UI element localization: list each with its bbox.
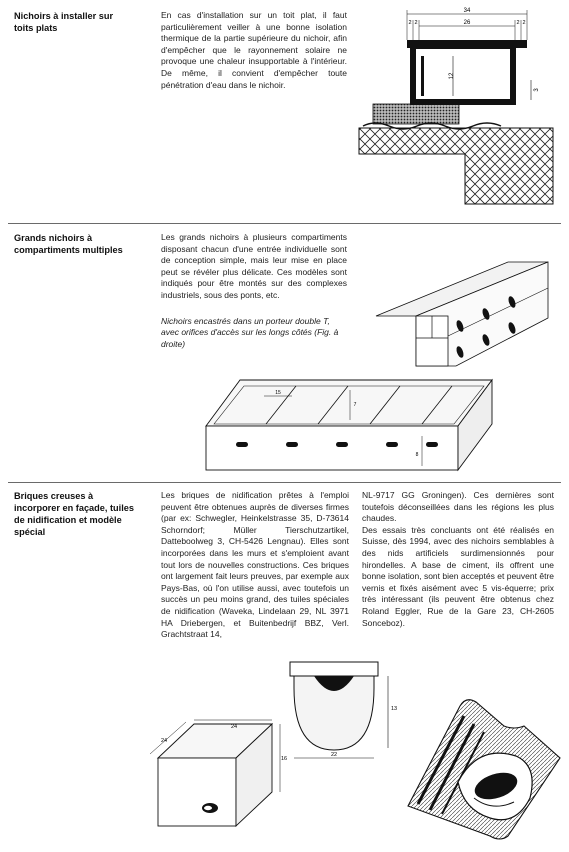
section-heading-bricks: Briques creuses à incorporer en façade, tuiles de nidification et modèle spécial — [14, 491, 134, 537]
section-heading-flat-roof: Nichoirs à installer sur toits plats — [14, 11, 114, 33]
section-heading-multi-compartment: Grands nichoirs à compartiments multiples — [14, 233, 123, 255]
paragraph: En cas d'installation sur un toit plat, il faut particulièrement veiller à une bonne isolation thermique de la partie supérieure du nichoir, afin d'empêcher que le rayonnement solaire ne provoque une chaleur insupportable à l'intérieur. De même, il convient d'empêcher toute pénétration d'eau dans le nichoir. — [161, 10, 347, 90]
dim-nest-width: 22 — [330, 752, 338, 758]
double-t-beam-nestbox-figure — [368, 258, 560, 372]
figure-caption: Nichoirs encastrés dans un porteur double T, avec orifices d'accès sur les longs côtés (Fig. à droite) — [161, 315, 339, 349]
open-compartment-box-figure — [200, 376, 496, 474]
concrete-slab — [359, 128, 553, 204]
dim-b: 7 — [353, 402, 357, 408]
section-divider — [8, 482, 561, 483]
paragraph: Les grands nichoirs à plusieurs compartiments disposant chacun d'une entrée individuelle sont de conception simple, mais leur mise en place peut se révéler plus délicate. Ces modèles sont indiqués pour être montés sur des complexes industriels, sous des ponts, etc. — [161, 232, 347, 300]
dim-brick-depth: 24 — [160, 738, 168, 744]
dim-brick-height: 16 — [280, 756, 288, 762]
flat-roof-nestbox-figure — [355, 4, 561, 208]
paragraph: Des essais très concluants ont été réalisés en Suisse, dès 1994, avec des nichoirs semblables à des nids artificiels surdimensionnés pour hirondelles. A base de ciment, ils offrent une bonne isolation, sont bien acceptés et peuvent être vernis et fixés aisément avec 5 vis-équerre; prix très intéressant (ils peuvent être obtenus chez Roland Eggler, Rue de la Gare 23, CH-2605 Sonceboz). — [362, 524, 554, 628]
section-body-bricks-col2 — [362, 490, 554, 629]
dim-gap-left-b: 2 — [414, 20, 418, 26]
section-body-bricks-col1 — [161, 490, 349, 641]
insulation-layer — [373, 104, 459, 124]
swallow-nest-figure — [284, 658, 398, 762]
dim-small: 3 — [534, 88, 540, 92]
nesting-tile-figure — [404, 686, 564, 842]
section-body-multi-compartment — [161, 232, 347, 350]
dim-gap-right-b: 2 — [522, 20, 526, 26]
dim-brick-width: 24 — [230, 724, 238, 730]
nesting-brick-figure — [144, 716, 290, 832]
dim-width-inner: 26 — [463, 20, 471, 26]
dim-a: 15 — [275, 390, 281, 396]
paragraph: Les briques de nidification prêtes à l'emploi peuvent être obtenues auprès de diverses firmes (par ex: Schwegler, Heinkelstrasse 35, D-73614 Schorndorf; Müller Tierschutzartikel, Datteboolweg 3, CH-5426 Lengnau). Elles sont incorporées dans les murs et s'emploient avant tout lors de nouvelles constructions. Ces briques ont largement fait leurs preuves, par exemple aux Pays-Bas, où l'on utilise aussi, avec toutefois un succès un peu moins grand, des tuiles spéciales de nidification (Waveka, Lindelaan 29, NL 3971 HA Driebergen, et Buitenbedrijf BBZ, Verl. Grachtstraat 14, — [161, 490, 349, 640]
dim-nest-height: 13 — [390, 706, 398, 712]
dim-c: 8 — [415, 452, 419, 458]
dim-width-total: 34 — [463, 8, 471, 14]
section-divider — [8, 223, 561, 224]
dim-gap-left-a: 2 — [408, 20, 412, 26]
section-body-flat-roof — [161, 10, 347, 91]
dim-gap-right-a: 2 — [516, 20, 520, 26]
paragraph: NL-9717 GG Groningen). Ces dernières sont toutefois déconseillées dans les régions les plus chaudes. — [362, 490, 554, 524]
dim-height: 12 — [449, 72, 455, 80]
